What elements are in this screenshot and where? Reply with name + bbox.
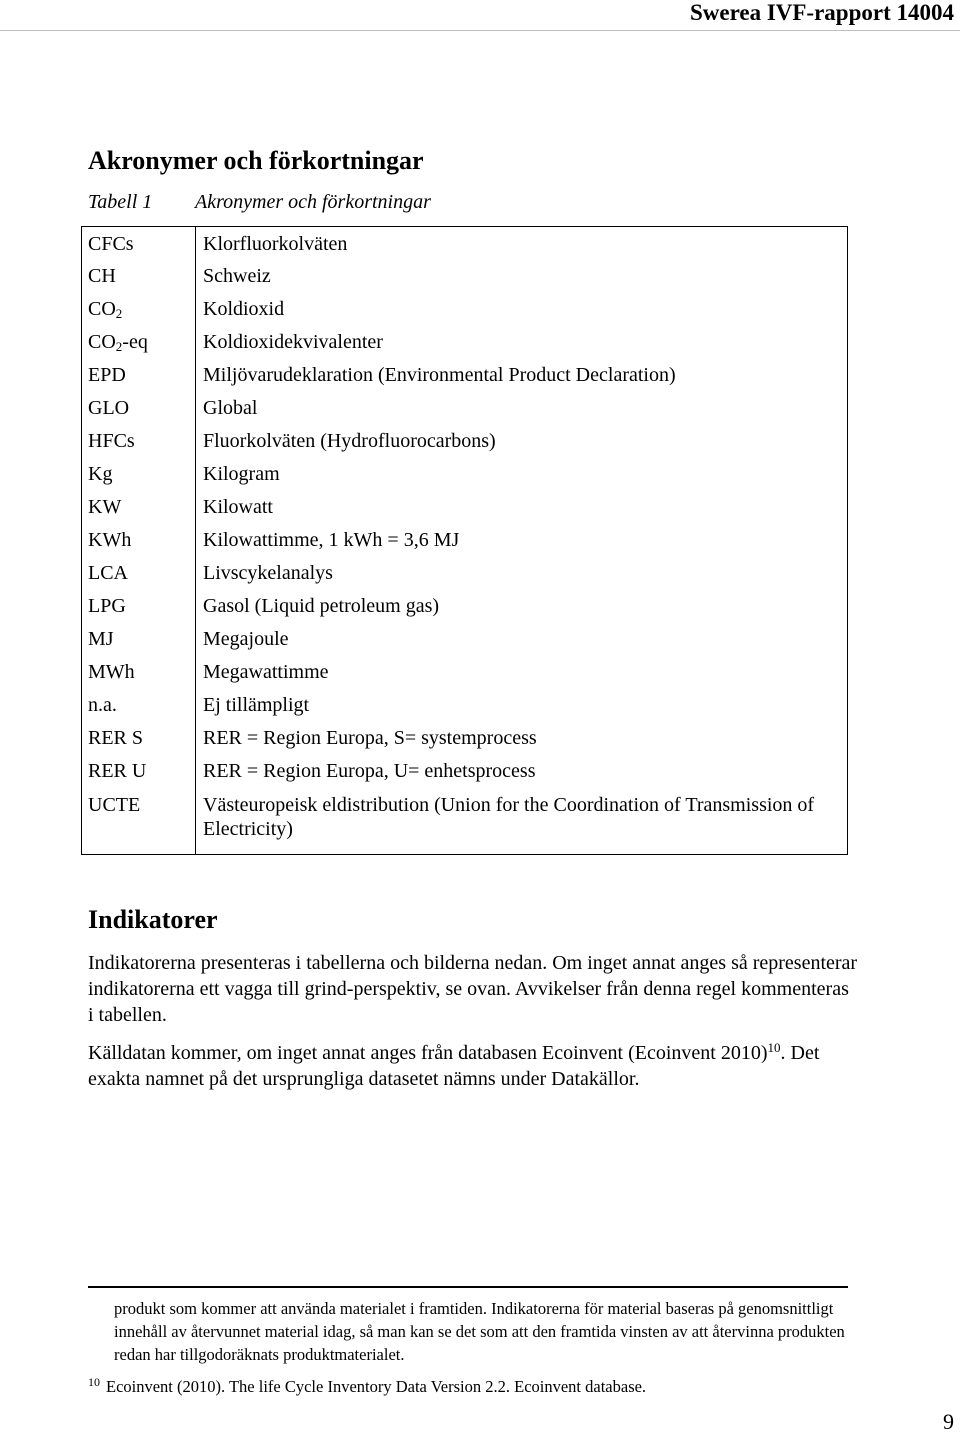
table-row (82, 524, 848, 557)
acronym-cell (82, 392, 196, 425)
footnote-continuation: produkt som kommer att använda materialet i framtiden. Indikatorerna för material baseras på genomsnittligt innehåll av återvunnet material idag, så man kan se det som att den framtida vinsten av att återvinna produkten redan har tillgodoräknats produktmaterialet. (114, 1299, 845, 1364)
table-row (82, 557, 848, 590)
definition-cell: Kilowatt (196, 491, 848, 524)
page-number: 9 (943, 1409, 954, 1434)
table-row (82, 359, 848, 392)
table-row (82, 260, 848, 293)
section-title-acronyms: Akronymer och förkortningar (88, 146, 424, 175)
acronym-cell (82, 491, 196, 524)
definition-cell: RER = Region Europa, U= enhetsprocess (196, 755, 848, 788)
acronym-cell (82, 590, 196, 623)
acronym-cell (82, 722, 196, 755)
definition-cell: Koldioxid (196, 293, 848, 326)
acronym-cell (82, 293, 196, 326)
acronym-abbr: GLO (88, 397, 130, 419)
acronym-cell (82, 425, 196, 458)
acronym-cell (82, 557, 196, 590)
table-row (82, 491, 848, 524)
indicators-paragraph-1: Indikatorerna presenteras i tabellerna och bilderna nedan. Om inget annat anges så representerar indikatorerna ett vagga till grind-perspektiv, se ovan. Avvikelser från denna regel kommenteras i tabellen. (88, 952, 858, 1026)
footnote-divider (88, 1286, 848, 1288)
footnote-10 (88, 1375, 646, 1398)
definition-cell: Megawattimme (196, 656, 848, 689)
table-caption-label: Tabell 1 (88, 191, 153, 213)
definition-cell: Fluorkolväten (Hydrofluorocarbons) (196, 425, 848, 458)
definition-cell: Gasol (Liquid petroleum gas) (196, 590, 848, 623)
acronym-abbr: LPG (88, 595, 126, 617)
acronym-cell (82, 260, 196, 293)
acronym-abbr: Kg (88, 463, 113, 485)
report-header: Swerea IVF-rapport 14004 (689, 0, 954, 25)
definition-cell: Global (196, 392, 848, 425)
acronym-cell (82, 623, 196, 656)
definition-cell: Megajoule (196, 623, 848, 656)
table-row (82, 788, 848, 855)
definition-cell: Ej tillämpligt (196, 689, 848, 722)
indicators-paragraph-2 (88, 1040, 858, 1092)
acronym-cell (82, 359, 196, 392)
definition-cell: Klorfluorkolväten (196, 227, 848, 261)
acronym-subscript: 2 (115, 306, 123, 321)
table-row (82, 392, 848, 425)
acronym-abbr: KWh (88, 529, 132, 551)
table-row (82, 293, 848, 326)
definition-cell: Kilogram (196, 458, 848, 491)
acronym-abbr: CO (88, 298, 116, 320)
acronym-cell (82, 524, 196, 557)
table-row (82, 425, 848, 458)
acronym-abbr: HFCs (88, 430, 135, 452)
table-row (82, 656, 848, 689)
acronym-cell (82, 326, 196, 359)
acronym-abbr: n.a. (88, 694, 117, 716)
para2-text-start: Källdatan kommer, om inget annat anges från databasen Ecoinvent (Ecoinvent 2010) (88, 1042, 768, 1064)
definition-cell: Kilowattimme, 1 kWh = 3,6 MJ (196, 524, 848, 557)
table-row (82, 689, 848, 722)
acronym-abbr: RER U (88, 760, 147, 782)
footnote-text: Ecoinvent (2010). The life Cycle Inventory Data Version 2.2. Ecoinvent database. (106, 1377, 647, 1396)
table-row (82, 326, 848, 359)
header-divider (0, 30, 960, 31)
table-caption-text: Akronymer och förkortningar (195, 191, 431, 213)
acronym-cell (82, 227, 196, 261)
para2-text-end: . Det exakta namnet på det ursprungliga datasetet nämns under Datakällor. (88, 1042, 820, 1090)
definition-cell: Schweiz (196, 260, 848, 293)
table-row (82, 458, 848, 491)
footnote-number: 10 (88, 1375, 100, 1389)
acronym-table (81, 226, 848, 855)
acronym-abbr: CH (88, 265, 116, 287)
acronym-abbr: RER S (88, 727, 144, 749)
footnote-ref-10[interactable]: 10 (767, 1040, 781, 1055)
section-title-indicators: Indikatorer (88, 905, 218, 934)
definition-cell: Koldioxidekvivalenter (196, 326, 848, 359)
acronym-cell (82, 689, 196, 722)
acronym-cell (82, 788, 196, 855)
acronym-cell (82, 458, 196, 491)
acronym-abbr: MWh (88, 661, 135, 683)
acronym-subscript: 2 (115, 339, 123, 354)
definition-cell: Miljövarudeklaration (Environmental Product Declaration) (196, 359, 848, 392)
acronym-abbr: MJ (88, 628, 114, 650)
table-row (82, 590, 848, 623)
table-row (82, 227, 848, 261)
definition-cell: Västeuropeisk eldistribution (Union for the Coordination of Transmission of Electricity) (196, 788, 848, 855)
table-row (82, 722, 848, 755)
table-row (82, 755, 848, 788)
acronym-abbr: CO (88, 331, 116, 353)
acronym-abbr: KW (88, 496, 122, 518)
acronym-cell (82, 656, 196, 689)
acronym-abbr: CFCs (88, 233, 134, 255)
definition-cell: Livscykelanalys (196, 557, 848, 590)
table-caption (88, 190, 431, 214)
acronym-cell (82, 755, 196, 788)
acronym-abbr: LCA (88, 562, 128, 584)
table-row (82, 623, 848, 656)
acronym-abbr: EPD (88, 364, 126, 386)
definition-cell: RER = Region Europa, S= systemprocess (196, 722, 848, 755)
acronym-suffix: -eq (122, 331, 148, 353)
acronym-abbr: UCTE (88, 794, 141, 816)
